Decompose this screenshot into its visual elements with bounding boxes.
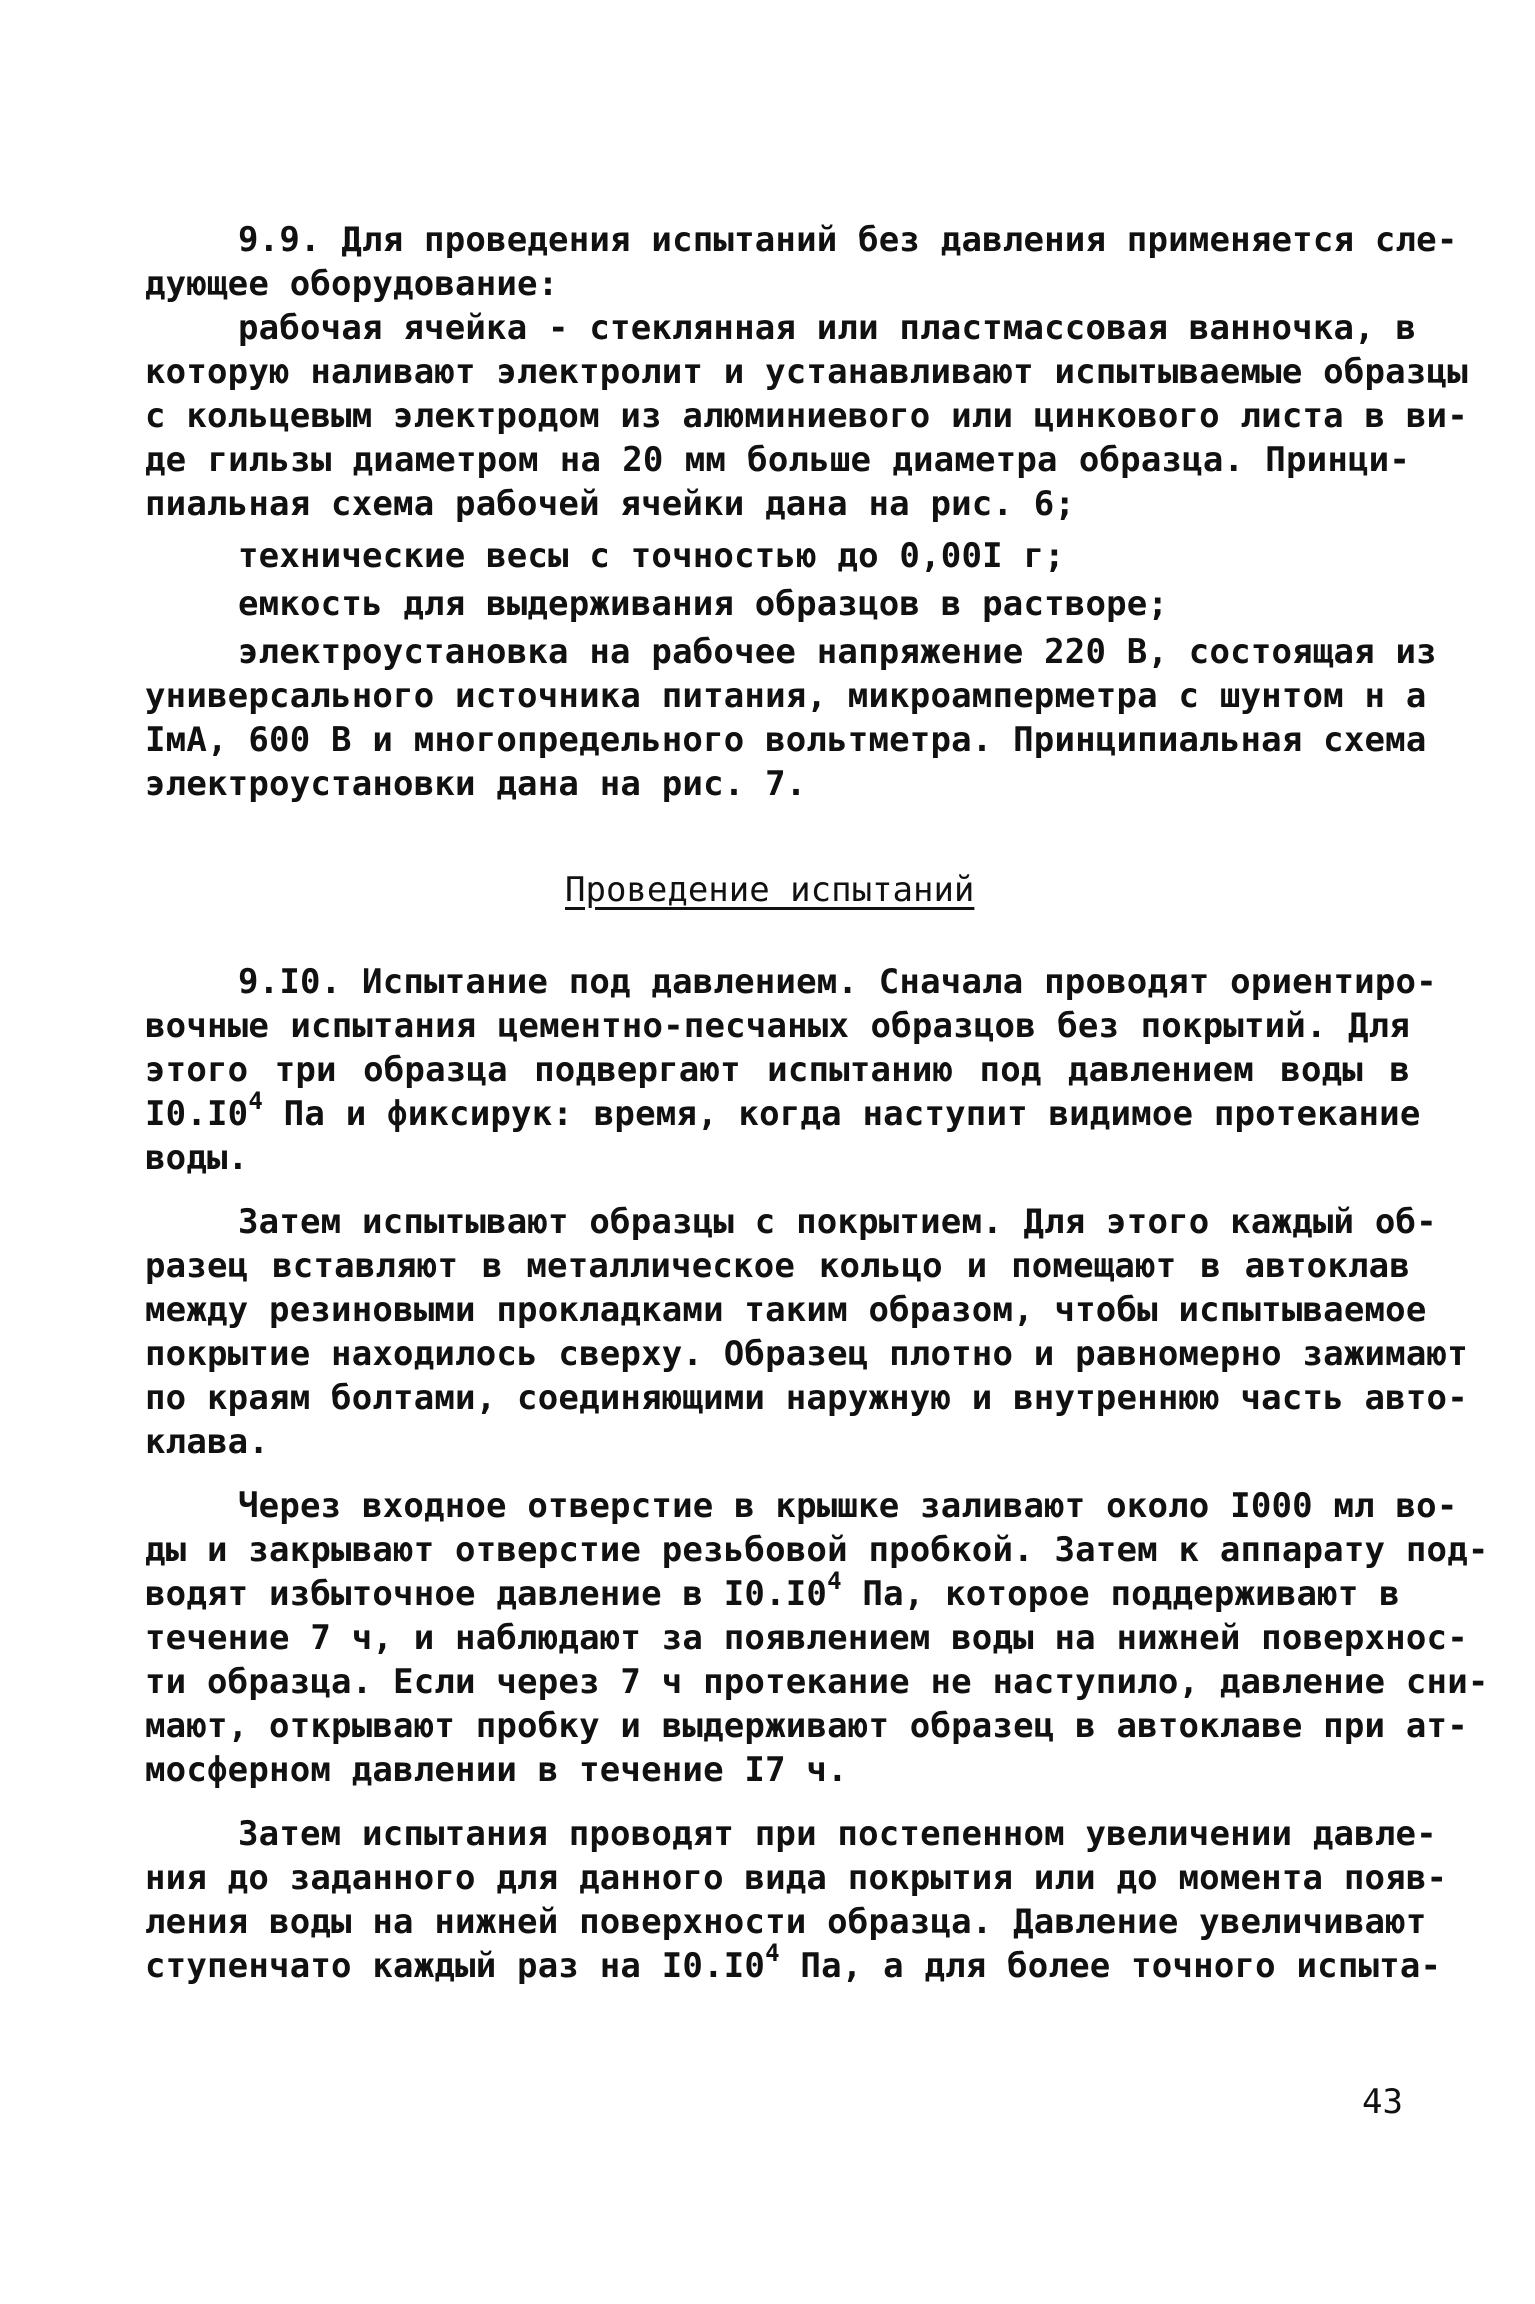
text-line <box>145 1938 1442 1988</box>
text-line: ния до заданного для данного вида покрытия или до момента появ- <box>145 1858 1448 1898</box>
text-line: IмА, 600 В и многопредельного вольтметра. Принципиальная схема <box>145 720 1427 760</box>
text-run: Па, которое поддерживают в <box>841 1574 1400 1614</box>
text-line: разец вставляют в металлическое кольцо и помещают в автоклав <box>145 1246 1410 1286</box>
text-line: электроустановка на рабочее напряжение 220 В, состоящая из <box>238 632 1437 672</box>
text-line: Через входное отверстие в крышке заливают около I000 мл во- <box>238 1486 1458 1526</box>
superscript: 4 <box>765 1938 780 1967</box>
section-heading: Проведение испытаний <box>565 870 975 910</box>
page-number: 43 <box>1362 2082 1403 2122</box>
text-line: ления воды на нижней поверхности образца. Давление увеличивают <box>145 1902 1427 1942</box>
superscript: 4 <box>827 1566 842 1595</box>
text-line: дующее оборудование: <box>145 264 559 304</box>
text-line: пиальная схема рабочей ячейки дана на рис. 6; <box>145 484 1076 524</box>
text-line: Затем испытания проводят при постепенном увеличении давле- <box>238 1814 1437 1854</box>
text-run: I0.I0 <box>145 1094 249 1134</box>
text-run: Па, а для более точного испыта- <box>779 1946 1442 1986</box>
text-line: технические весы с точностью до 0,00I г; <box>238 536 1065 576</box>
text-run: ступенчато каждый раз на I0.I0 <box>145 1946 766 1986</box>
superscript: 4 <box>248 1086 264 1115</box>
text-line <box>145 1566 1410 1616</box>
text-run: водят избыточное давление в I0.I0 <box>145 1574 828 1614</box>
text-line: емкость для выдерживания образцов в растворе; <box>238 584 1169 624</box>
text-line: 9.I0. Испытание под давлением. Сначала проводят ориентиро- <box>238 962 1437 1002</box>
text-line <box>145 1086 1421 1136</box>
text-line: этого три образца подвергают испытанию под давлением воды в <box>145 1050 1410 1090</box>
text-line: воды. <box>145 1138 249 1178</box>
text-line: электроустановки дана на рис. 7. <box>145 764 807 804</box>
text-line: ти образца. Если через 7 ч протекание не наступило, давление сни- <box>145 1662 1489 1702</box>
text-line: течение 7 ч, и наблюдают за появлением воды на нижней поверхнос- <box>145 1618 1468 1658</box>
text-line: с кольцевым электродом из алюминиевого или цинкового листа в ви- <box>145 396 1468 436</box>
text-line: Затем испытывают образцы с покрытием. Для этого каждый об- <box>238 1202 1437 1242</box>
text-line: вочные испытания цементно-песчаных образцов без покрытий. Для <box>145 1006 1410 1046</box>
text-line: по краям болтами, соединяющими наружную и внутреннюю часть авто- <box>145 1378 1468 1418</box>
text-line: универсального источника питания, микроамперметра с шунтом н а <box>145 676 1427 716</box>
text-line: которую наливают электролит и устанавливают испытываемые образцы <box>145 352 1468 392</box>
text-run: Па и фиксирук: время, когда наступит видимое протекание <box>263 1094 1421 1134</box>
text-line: 9.9. Для проведения испытаний без давления применяется сле- <box>238 220 1458 260</box>
text-line: покрытие находилось сверху. Образец плотно и равномерно зажимают <box>145 1334 1468 1374</box>
text-line: ды и закрывают отверстие резьбовой пробкой. Затем к аппарату под- <box>145 1530 1489 1570</box>
text-line: мосферном давлении в течение I7 ч. <box>145 1750 848 1790</box>
text-line: клава. <box>145 1422 270 1462</box>
text-line: мают, открывают пробку и выдерживают образец в автоклаве при ат- <box>145 1706 1468 1746</box>
text-line: де гильзы диаметром на 20 мм больше диаметра образца. Принци- <box>145 440 1410 480</box>
text-line: между резиновыми прокладками таким образом, чтобы испытываемое <box>145 1290 1427 1330</box>
text-line: рабочая ячейка - стеклянная или пластмассовая ванночка, в <box>238 308 1417 348</box>
